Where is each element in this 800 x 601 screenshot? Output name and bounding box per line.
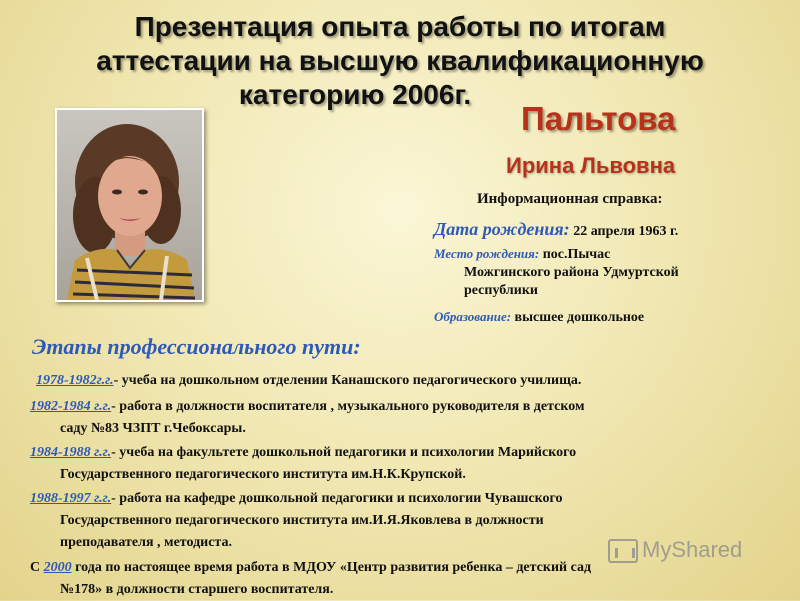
stage-text-cont: Государственного педагогического института им.Н.К.Крупской. — [60, 467, 466, 482]
birthplace-value-3: республики — [464, 283, 538, 298]
birth-row — [434, 219, 678, 240]
surname: Пальтова — [521, 100, 676, 137]
birthplace-value-2: Можгинского района Удмуртской — [464, 265, 679, 280]
stage-years: 2000 — [43, 560, 72, 575]
myshared-watermark — [608, 537, 742, 563]
info-heading: Информационная справка: — [477, 191, 663, 207]
birthplace-row — [434, 245, 754, 300]
title-line-1: Презентация опыта работы по итогам — [134, 11, 666, 42]
stage-text-cont: Государственного педагогического института им.И.Я.Яковлева в должности — [60, 513, 544, 528]
presentation-icon — [608, 539, 638, 563]
education-value: высшее дошкольное — [514, 310, 645, 325]
birth-value: 22 апреля 1963 г. — [573, 224, 679, 239]
watermark-text: MyShared — [642, 537, 743, 562]
stage-text: - учеба на дошкольном отделении Канашского педагогического училища. — [113, 373, 582, 388]
slide-title — [40, 10, 760, 112]
portrait-image — [57, 110, 202, 300]
stage-years: 1988-1997 г.г. — [30, 491, 112, 506]
education-row — [434, 309, 644, 326]
stage-item-2 — [30, 396, 760, 440]
birth-label: Дата рождения: — [434, 219, 570, 239]
stage-text-cont: саду №83 ЧЗПТ г.Чебоксары. — [60, 421, 246, 436]
stage-years: 1978-1982г.г. — [36, 373, 114, 388]
birthplace-value-1: пос.Пычас — [542, 247, 611, 262]
first-patronymic: Ирина Львовна — [506, 153, 676, 178]
stage-years: 1982-1984 г.г. — [30, 399, 112, 414]
stage-years: 1984-1988 г.г. — [30, 445, 112, 460]
stage-text: года по настоящее время работа в МДОУ «Центр развития ребенка – детский сад — [71, 560, 592, 575]
stage-text-cont: преподавателя , методиста. — [60, 535, 232, 550]
portrait-photo — [55, 108, 204, 302]
stages-heading: Этапы профессионального пути: — [32, 334, 361, 359]
stage-item-3 — [30, 442, 760, 486]
title-line-2: аттестации на высшую квалификационную — [96, 45, 704, 76]
stage-text: - работа на кафедре дошкольной педагогики и психологии Чувашского — [111, 491, 563, 506]
stage-item-current — [30, 557, 760, 601]
stage-text: - учеба на факультете дошкольной педагогики и психологии Марийского — [111, 445, 577, 460]
birthplace-label: Место рождения: — [434, 246, 540, 261]
education-label: Образование: — [434, 309, 512, 324]
title-line-3: категорию 2006г. — [238, 79, 472, 110]
stage-text: - работа в должности воспитателя , музыкального руководителя в детском — [111, 399, 585, 414]
stage-item-1 — [36, 370, 766, 392]
stage-text-cont: №178» в должности старшего воспитателя. — [60, 582, 334, 597]
stage-prefix: С — [30, 560, 44, 575]
